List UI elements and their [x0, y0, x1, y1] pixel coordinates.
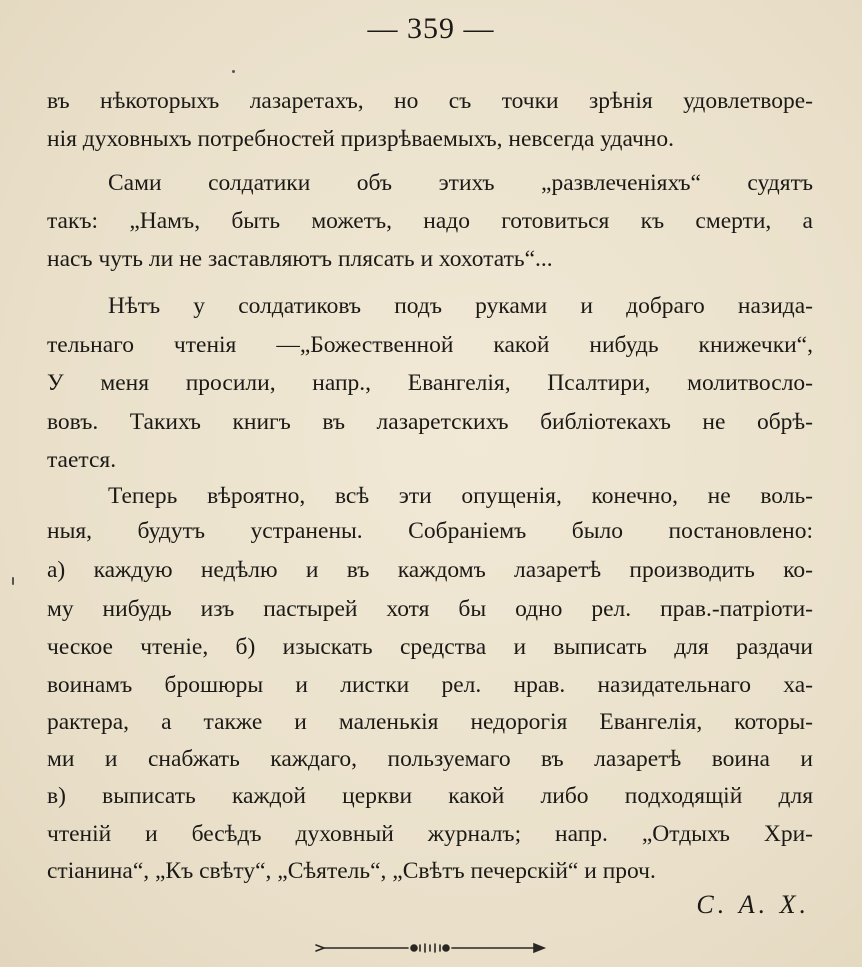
ink-speck	[232, 70, 235, 73]
text-line-1: въ нѣкоторыхъ лазаретахъ, но съ точки зрѣнія удовлетворе-	[47, 88, 813, 114]
text-line-17: рактера, а также и маленькія недорогія Евангелія, которы-	[47, 709, 813, 735]
text-line-3: Сами солдатики объ этихъ „развлеченіяхъ“ судятъ	[108, 170, 813, 196]
text-line-6: Нѣтъ у солдатиковъ подъ руками и добраго назида-	[108, 293, 813, 319]
text-line-18: ми и снабжать каждаго, пользуемаго въ лазаретѣ воина и	[47, 746, 813, 772]
text-line-11: Теперь вѣроятно, всѣ эти опущенія, конечно, не воль-	[108, 483, 813, 509]
text-line-8: У меня просили, напр., Евангелія, Псалтири, молитвосло-	[47, 370, 813, 396]
author-initials: С. А. Х.	[696, 890, 810, 919]
text-line-20: чтеній и бесѣдъ духовный журналъ; напр. „Отдыхъ Хри-	[47, 821, 813, 847]
ink-speck	[12, 577, 14, 585]
text-line-16: воинамъ брошюры и листки рел. нрав. назидательнаго ха-	[47, 672, 813, 698]
text-line-9: вовъ. Такихъ книгъ въ лазаретскихъ библіотекахъ не обрѣ-	[47, 409, 813, 435]
text-line-5: насъ чуть ли не заставляютъ плясать и хохотать“...	[47, 246, 553, 272]
text-line-4: такъ: „Намъ, быть можетъ, надо готовиться къ смерти, а	[47, 208, 813, 234]
text-line-14: му нибудь изъ пастырей хотя бы одно рел. прав.-патріоти-	[47, 596, 813, 622]
decorative-divider-icon	[312, 941, 548, 955]
text-line-21: стіанина“, „Къ свѣту“, „Сѣятель“, „Свѣтъ печерскій“ и проч.	[47, 858, 656, 884]
page-number: — 359 —	[367, 12, 495, 45]
text-line-12: ныя, будутъ устранены. Собраніемъ было постановлено:	[47, 518, 813, 544]
text-line-13: а) каждую недѣлю и въ каждомъ лазаретѣ производить ко-	[47, 557, 813, 583]
text-line-15: ческое чтеніе, б) изыскать средства и выписать для раздачи	[47, 634, 813, 660]
text-line-19: в) выписать каждой церкви какой либо подходящій для	[47, 783, 813, 809]
text-line-10: тается.	[47, 447, 117, 473]
text-line-2: нія духовныхъ потребностей призрѣваемыхъ, невсегда удачно.	[47, 126, 674, 152]
text-line-7: тельнаго чтенія —„Божественной какой нибудь книжечки“,	[47, 332, 813, 358]
